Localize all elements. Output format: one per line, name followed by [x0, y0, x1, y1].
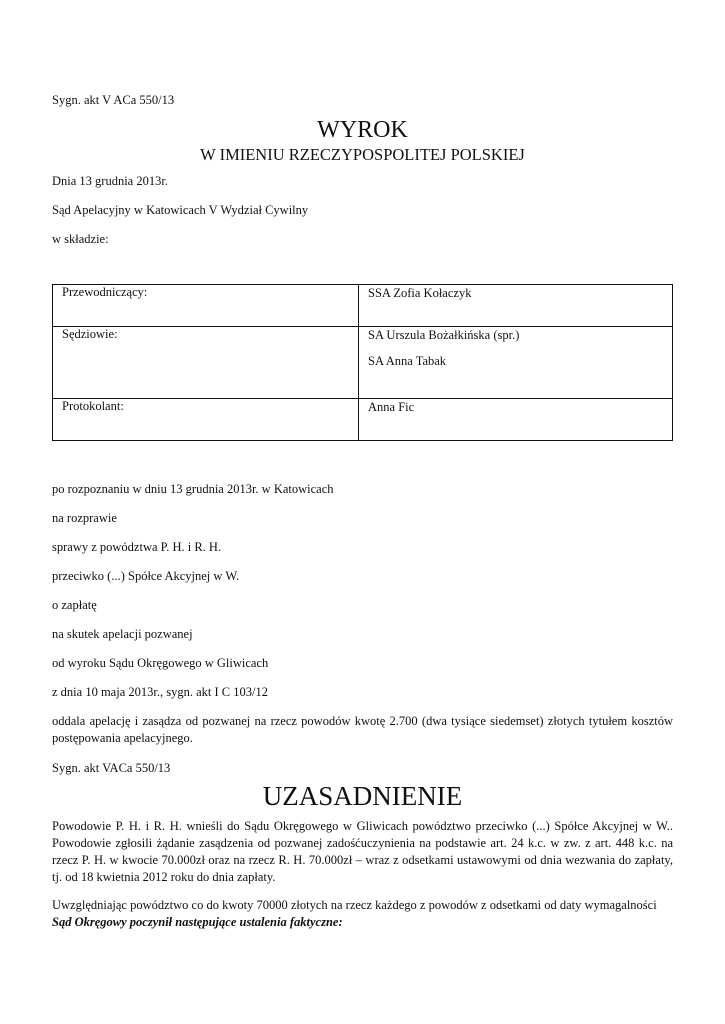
composition-label: w składzie: [52, 232, 109, 246]
justification-paragraph-text: Uwzględniając powództwo co do kwoty 70000 złotych na rzecz każdego z powodów z odsetkami od daty wymagalności [52, 898, 657, 912]
justification-emphasis: Sąd Okręgowy poczynił następujące ustalenia faktyczne: [52, 915, 343, 929]
judgment-date: Dnia 13 grudnia 2013r. [52, 174, 168, 188]
justification-title: UZASADNIENIE [262, 781, 463, 811]
case-signature: Sygn. akt V ACa 550/13 [52, 93, 175, 107]
panel-names [359, 285, 673, 327]
panel-role: Sędziowie: [53, 327, 359, 399]
document-subtitle: W IMIENIU RZECZYPOSPOLITEJ POLSKIEJ [200, 145, 525, 164]
body-line: przeciwko (...) Spółce Akcyjnej w W. [52, 569, 240, 583]
body-line: na rozprawie [52, 511, 117, 525]
justification-paragraph-2 [52, 897, 673, 931]
panel-role: Przewodniczący: [53, 285, 359, 327]
document-title: WYROK [317, 117, 408, 143]
table-row [53, 285, 673, 327]
body-line: o zapłatę [52, 598, 97, 612]
table-row [53, 327, 673, 399]
panel-names [359, 399, 673, 441]
justification-paragraph: Powodowie P. H. i R. H. wnieśli do Sądu Okręgowego w Gliwicach powództwo przeciwko (...) Spółce Akcyjnej w W.. Powodowie zgłosili żądanie zasądzenia od pozwanej zadośćuczynienia na podstawie art. 24 k.c. w zw. z art. 448 k.c. na rzecz P. H. w kwocie 70.000zł oraz na rzecz R. H. 70.000zł – wraz z odsetkami ustawowymi od dnia wezwania do zapłaty, tj. od 18 kwietnia 2012 roku do dnia zapłaty. [52, 819, 673, 884]
body-line: sprawy z powództwa P. H. i R. H. [52, 540, 222, 554]
body-line: na skutek apelacji pozwanej [52, 627, 193, 641]
ruling-text: oddala apelację i zasądza od pozwanej na rzecz powodów kwotę 2.700 (dwa tysiące siedemset) złotych tytułem kosztów postępowania apelacyjnego. [52, 714, 673, 745]
court-panel-table [52, 284, 673, 441]
panel-name: SSA Zofia Kołaczyk [368, 286, 472, 300]
court-name: Sąd Apelacyjny w Katowicach V Wydział Cywilny [52, 203, 309, 217]
body-line: z dnia 10 maja 2013r., sygn. akt I C 103/12 [52, 685, 268, 699]
table-row [53, 399, 673, 441]
body-line: od wyroku Sądu Okręgowego w Gliwicach [52, 656, 269, 670]
panel-name: SA Urszula Bożałkińska (spr.) [368, 328, 520, 342]
panel-role: Protokolant: [53, 399, 359, 441]
panel-name: SA Anna Tabak [368, 354, 447, 368]
case-signature-2: Sygn. akt VACa 550/13 [52, 761, 171, 775]
body-line: po rozpoznaniu w dniu 13 grudnia 2013r. w Katowicach [52, 482, 334, 496]
panel-names [359, 327, 673, 399]
panel-name: Anna Fic [368, 400, 415, 414]
